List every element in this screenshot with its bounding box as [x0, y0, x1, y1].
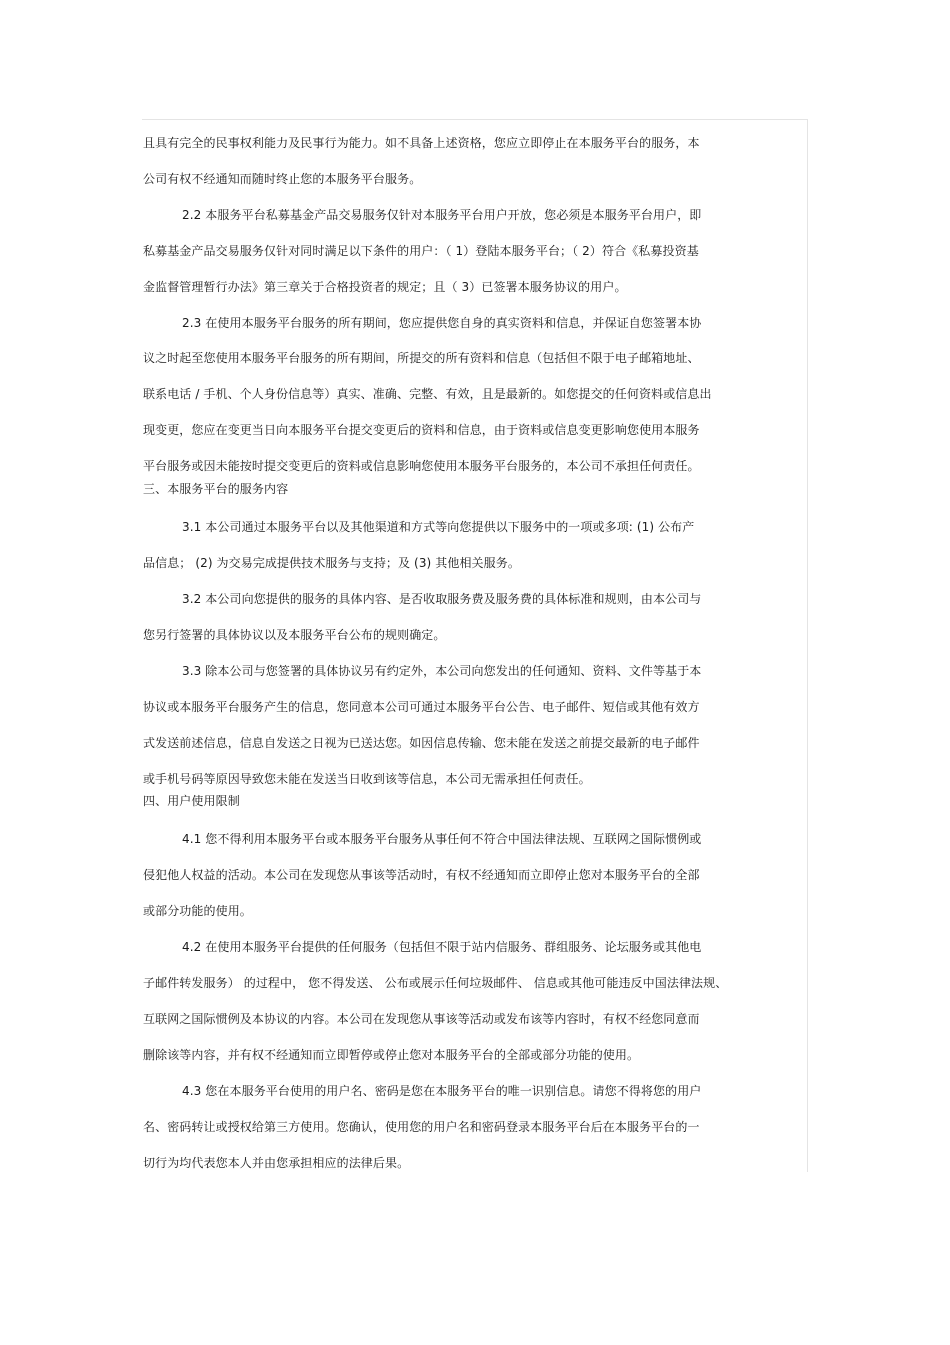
text-line: 联系电话 / 手机、个人身份信息等）真实、准确、完整、有效，且是最新的。如您提交的任何资料或信息出: [143, 387, 712, 401]
clause-2-2-line: 2.2 本服务平台私募基金产品交易服务仅针对本服务平台用户开放，您必须是本服务平台用户，即: [182, 208, 702, 222]
text-line: 互联网之国际惯例及本协议的内容。本公司在发现您从事该等活动或发布该等内容时，有权不经您同意而: [143, 1012, 700, 1026]
text-line: 协议或本服务平台服务产生的信息，您同意本公司可通过本服务平台公告、电子邮件、短信或其他有效方: [143, 700, 700, 714]
text-line: 子邮件转发服务） 的过程中， 您不得发送、 公布或展示任何垃圾邮件、 信息或其他可能违反中国法律法规、: [143, 976, 728, 990]
text-line: 式发送前述信息，信息自发送之日视为已送达您。如因信息传输、您未能在发送之前提交最新的电子邮件: [143, 736, 700, 750]
clause-4-3-line: 4.3 您在本服务平台使用的用户名、密码是您在本服务平台的唯一识别信息。请您不得将您的用户: [182, 1084, 702, 1098]
text-line: 名、密码转让或授权给第三方使用。您确认，使用您的用户名和密码登录本服务平台后在本服务平台的一: [143, 1120, 700, 1134]
page-frame-right-border: [807, 119, 808, 1172]
text-line: 公司有权不经通知而随时终止您的本服务平台服务。: [143, 172, 422, 186]
text-line: 品信息； (2) 为交易完成提供技术服务与支持；及 (3) 其他相关服务。: [143, 556, 520, 570]
text-line: 或手机号码等原因导致您未能在发送当日收到该等信息，本公司无需承担任何责任。: [143, 772, 591, 786]
clause-3-2-line: 3.2 本公司向您提供的服务的具体内容、是否收取服务费及服务费的具体标准和规则，由本公司与: [182, 592, 702, 606]
clause-3-1-line: 3.1 本公司通过本服务平台以及其他渠道和方式等向您提供以下服务中的一项或多项: (1) 公布产: [182, 520, 695, 534]
text-line: 议之时起至您使用本服务平台服务的所有期间，所提交的所有资料和信息（包括但不限于电子邮箱地址、: [143, 351, 700, 365]
text-line: 金监督管理暂行办法》第三章关于合格投资者的规定；且（ 3）已签署本服务协议的用户。: [143, 280, 627, 294]
section-heading-3: 三、本服务平台的服务内容: [143, 482, 289, 496]
clause-2-3-line: 2.3 在使用本服务平台服务的所有期间，您应提供您自身的真实资料和信息，并保证自您签署本协: [182, 316, 702, 330]
clause-4-1-line: 4.1 您不得利用本服务平台或本服务平台服务从事任何不符合中国法律法规、互联网之国际惯例或: [182, 832, 702, 846]
text-line: 侵犯他人权益的活动。本公司在发现您从事该等活动时，有权不经通知而立即停止您对本服务平台的全部: [143, 868, 700, 882]
text-line: 私募基金产品交易服务仅针对同时满足以下条件的用户：（ 1）登陆本服务平台；（ 2）符合《私募投资基: [143, 244, 699, 258]
clause-4-2-line: 4.2 在使用本服务平台提供的任何服务（包括但不限于站内信服务、群组服务、论坛服务或其他电: [182, 940, 702, 954]
section-heading-4: 四、用户使用限制: [143, 794, 240, 808]
page-frame-top-border: [142, 119, 808, 120]
clause-3-3-line: 3.3 除本公司与您签署的具体协议另有约定外，本公司向您发出的任何通知、资料、文件等基于本: [182, 664, 702, 678]
text-line: 删除该等内容，并有权不经通知而立即暂停或停止您对本服务平台的全部或部分功能的使用。: [143, 1048, 640, 1062]
text-line: 且具有完全的民事权利能力及民事行为能力。如不具备上述资格，您应立即停止在本服务平台的服务，本: [143, 136, 700, 150]
text-line: 或部分功能的使用。: [143, 904, 252, 918]
text-line: 切行为均代表您本人并由您承担相应的法律后果。: [143, 1156, 410, 1170]
text-line: 平台服务或因未能按时提交变更后的资料或信息影响您使用本服务平台服务的，本公司不承担任何责任。: [143, 459, 700, 473]
text-line: 现变更，您应在变更当日向本服务平台提交变更后的资料和信息，由于资料或信息变更影响您使用本服务: [143, 423, 700, 437]
text-line: 您另行签署的具体协议以及本服务平台公布的规则确定。: [143, 628, 446, 642]
